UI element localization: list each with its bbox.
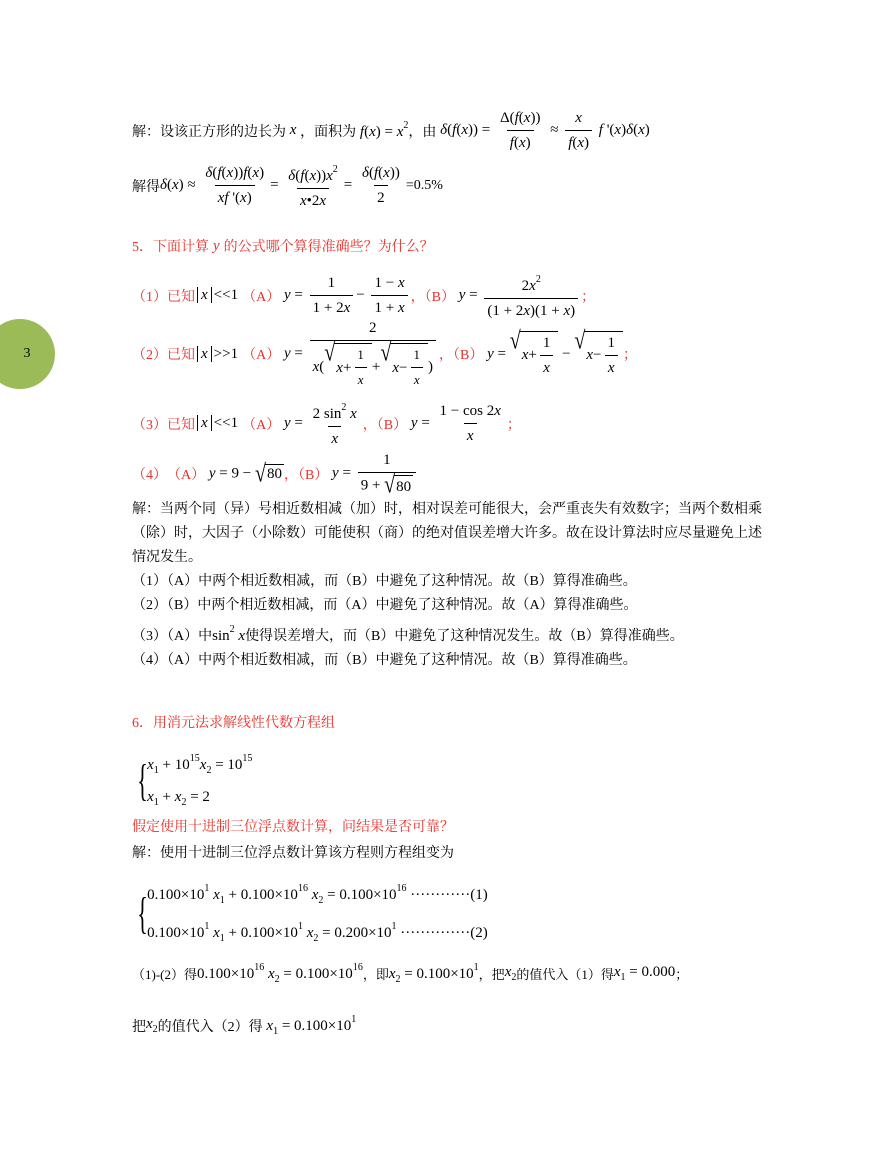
- q5-solution: [132, 498, 764, 673]
- q5-item-2: （2）已知 x >>1 （A） y = 2 x ( √ x + $\frac{1}{x}$ + √ x − $\frac{1}{x}$ ) ，（B） y = √ x + $\frac{1}{x}$ − √ x − $\frac{1}{x}$ ；: [132, 318, 637, 390]
- paragraph: 解：当两个同（异）号相近数相减（加）时，相对误差可能很大，会严重丧失有效数字；当两个数相乘（除）时，大因子（小除数）可能使积（商）的绝对值误差增大许多。故在设计算法时应尽量避免上述情况发生。: [132, 502, 762, 565]
- answer-1: （1）（A）中两个相近数相减，而（B）中避免了这种情况。故（B）算得准确些。: [132, 574, 637, 589]
- q6-elimination-step: （1)-(2）得 $0.100\times 10^{16}$ $x_2 = 0.100\times 10^{16}$ ，即 $x_2 = 0.100\times 10^1$ ，把 $x_2$ 的值代入（1）得 $x_1 = 0.000$ ；: [132, 962, 689, 985]
- text: ，面积为: [300, 124, 357, 140]
- q6-question: 假定使用十进制三位浮点数计算，问结果是否可靠？: [132, 820, 454, 835]
- q6-title: 6．用消元法求解线性代数方程组: [132, 716, 335, 731]
- q5-item-1: （1）已知 x <<1 （A） y = $\frac{1}{1 + 2x}$ − $\frac{1 - x}{1 + x}$ ，（B） y = $\frac{2x^2}{(1 + 2x)(1 + x)}$ ；: [132, 274, 596, 319]
- math-x: x: [286, 122, 301, 138]
- answer-4: （4）（A）中两个相近数相减，而（B）中避免了这种情况。故（B）算得准确些。: [132, 653, 637, 668]
- q5-item-3: （3）已知 x <<1 （A） y = $\frac{2 \sin^2 x}{x}$ ，（B） y = $\frac{1 - \cos 2x}{x}$ ；: [132, 402, 521, 447]
- q6-solution-intro: 解：使用十进制三位浮点数计算该方程则方程组变为: [132, 846, 454, 861]
- math-relative-error: δ(f(x)) = $\frac{\Delta(f(x))}{f(x)}$ ≈ $\frac{x}{f(x)}$ f '(x)δ(x): [436, 110, 650, 151]
- math-area: $f(x) = x^2$: [356, 120, 409, 140]
- solution-line-2: [132, 160, 443, 211]
- q6-float-system: { $0.100\times 10^1$ $x_1 + 0.100\times 10^{16}$ $x_2 = 0.100\times 10^{16} \cdot\cdot\cdot\cdot\cdot\cdot\cdot\cdot\cdot\cdot\cdot\cdot(1)$ $0.100\times 10^1$ $x_1 + 0.100\times 10^1$ $x_2 = 0.200\times 10^1 \cdot\cdot\cdot\cdot\cdot\cdot\cdot\cdot\cdot\cdot\cdot\cdot\cdot\cdot(2)$: [137, 883, 488, 944]
- math-result: δ(x) ≈ $\frac{\delta(f(x))f(x)}{xf '(x)}$ = $\frac{\delta(f(x))x^2}{x•2x}$ = $\frac{\delta(f(x))}{2}$: [160, 164, 400, 209]
- text: ，由: [408, 124, 437, 140]
- text: =0.5%: [405, 177, 443, 193]
- answer-2: （2）（B）中两个相近数相减，而（A）中避免了这种情况。故（A）算得准确些。: [132, 598, 638, 613]
- q6-system: { $x_1 + 10^{15}x_2 = 10^{15}$ $x_1 + x_2 = 2$: [137, 753, 253, 808]
- text: 解：设该正方形的边长为: [132, 124, 286, 140]
- q5-title: 5．下面计算 y 的公式哪个算得准确些？为什么？: [132, 237, 434, 255]
- q5-item-4: （4） （A） y = 9 − √ 80 ，（B） y = 1 9 + √ 80: [132, 450, 419, 497]
- answer-3: （3）（A）中$\sin^2 x$使得误差增大，而（B）中避免了这种情况发生。故（B）算得准确些。: [132, 624, 684, 644]
- solution-line-1: [132, 108, 650, 153]
- page-number-badge: 3: [0, 319, 55, 389]
- text: 解得: [132, 179, 160, 195]
- q6-substitution: 把 $x_2$ 的值代入（2）得 $x_1 = 0.100\times 10^1$: [132, 1014, 357, 1037]
